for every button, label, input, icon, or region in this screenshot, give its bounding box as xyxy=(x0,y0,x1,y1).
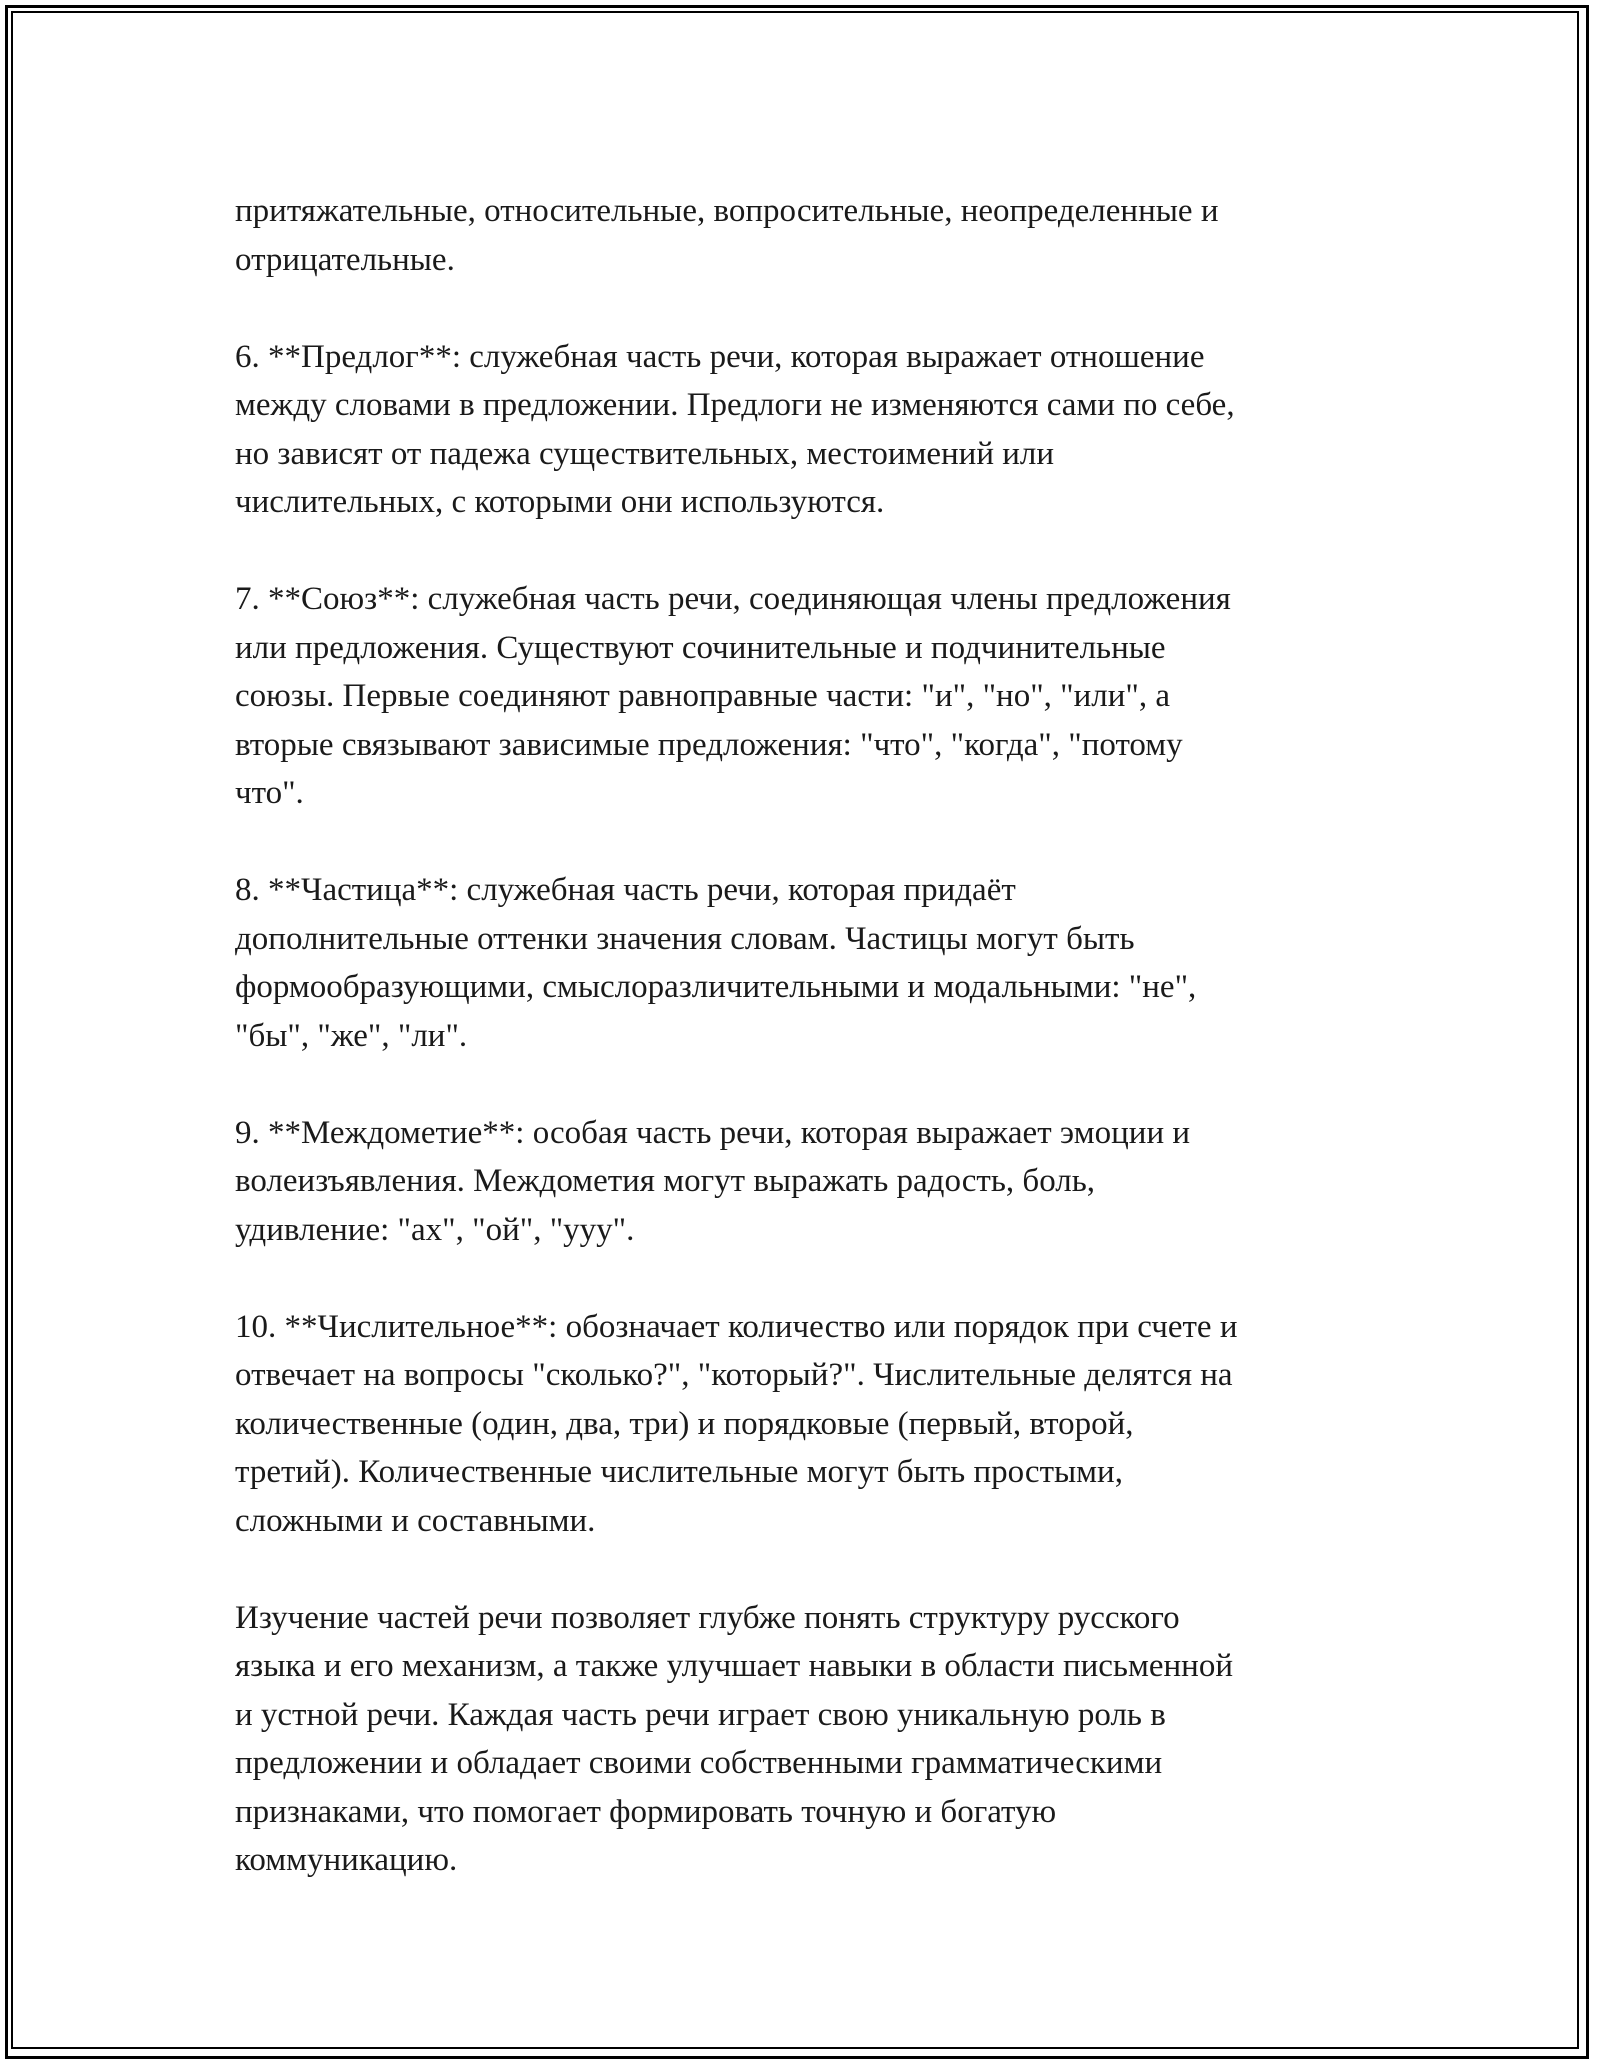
paragraph-pronoun-continuation: притяжательные, относительные, вопросительные, неопределенные и отрицательные. xyxy=(235,193,1219,278)
paragraph-preposition: 6. **Предлог**: служебная часть речи, которая выражает отношение между словами в предложении. Предлоги не изменяются сами по себе, но зависят от падежа существительных, местоимений или числительных, с которыми они используются. xyxy=(235,338,1235,520)
paragraph-conjunction: 7. **Союз**: служебная часть речи, соединяющая члены предложения или предложения. Существуют сочинительные и подчинительные союзы. Первые соединяют равноправные части: "и", "но", "или", а вторые связывают зависимые предложения: "что", "когда", "потому что". xyxy=(235,581,1231,811)
document-body xyxy=(235,187,1365,1885)
paragraph-interjection: 9. **Междометие**: особая часть речи, которая выражает эмоции и волеизъявления. Междометия могут выражать радость, боль, удивление: "ах", "ой", "ууу". xyxy=(235,1114,1191,1248)
paragraph-conclusion: Изучение частей речи позволяет глубже понять структуру русского языка и его механизм, а также улучшает навыки в области письменной и устной речи. Каждая часть речи играет свою уникальную роль в предложении и обладает своими собственными грамматическими признаками, что помогает формировать точную и богатую коммуникацию. xyxy=(235,1599,1233,1878)
paragraph-particle: 8. **Частица**: служебная часть речи, которая придаёт дополнительные оттенки значения словам. Частицы могут быть формообразующими, смыслоразличительными и модальными: "не", "бы", "же", "ли". xyxy=(235,872,1197,1054)
paragraph-numeral: 10. **Числительное**: обозначает количество или порядок при счете и отвечает на вопросы "сколько?", "который?". Числительные делятся на количественные (один, два, три) и порядковые (первый, второй, третий). Количественные числительные могут быть простыми, сложными и составными. xyxy=(235,1308,1238,1539)
